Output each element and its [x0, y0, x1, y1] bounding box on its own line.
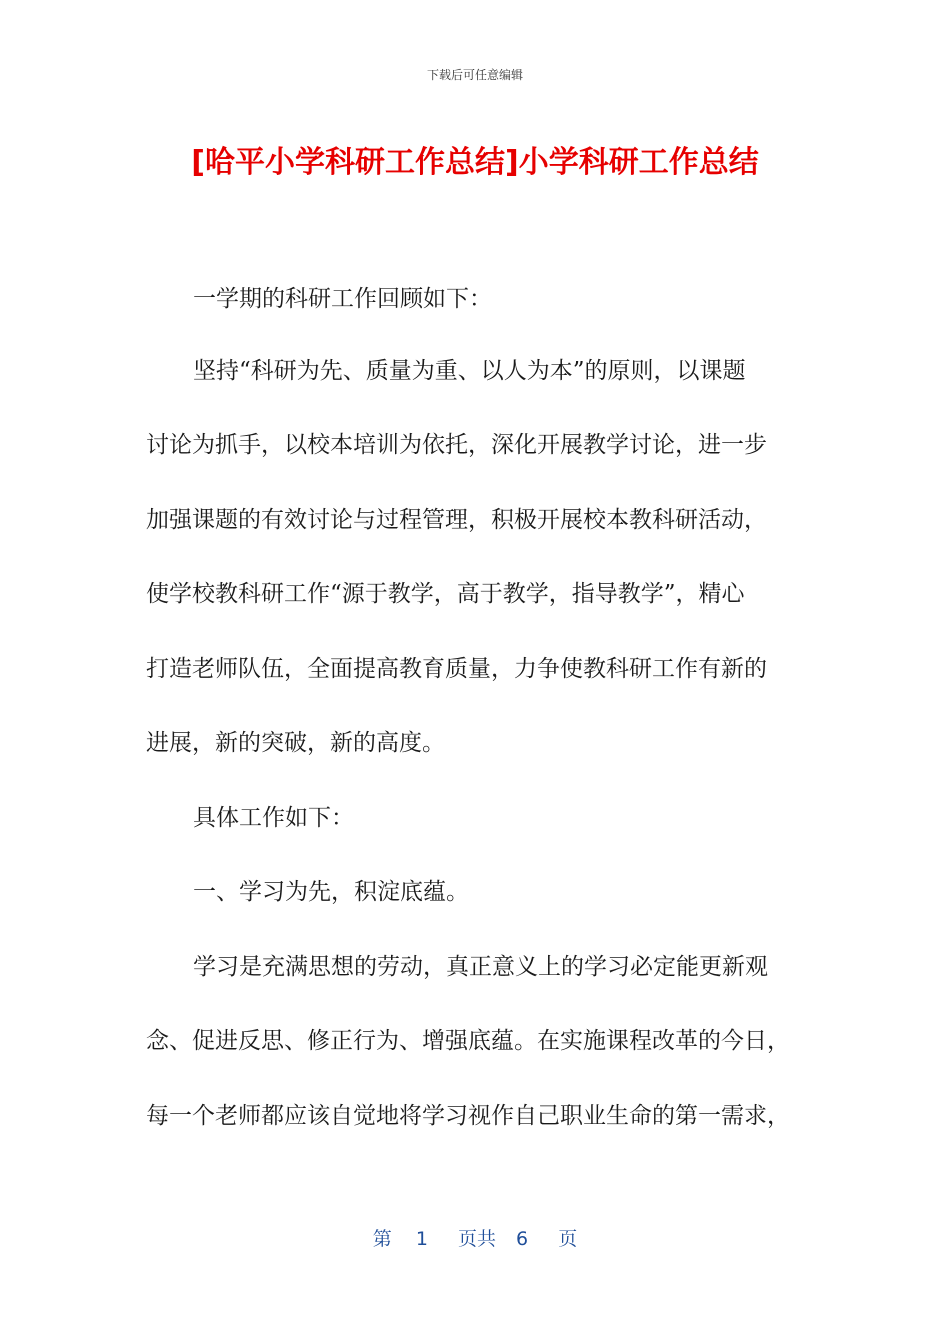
paragraph-line: 每一个老师都应该自觉地将学习视作自己职业生命的第一需求， — [146, 1103, 790, 1129]
paragraph-line: 坚持“科研为先、质量为重、以人为本”的原则，以课题 — [193, 358, 746, 384]
current-page-number: 1 — [415, 1228, 428, 1250]
paragraph-line: 一学期的科研工作回顾如下： — [193, 286, 492, 312]
total-pages-number: 6 — [516, 1228, 529, 1250]
page-footer — [0, 1226, 950, 1252]
paragraph-line: 加强课题的有效讨论与过程管理，积极开展校本教科研活动， — [146, 507, 767, 533]
paragraph-line: 一、学习为先，积淀底蕴。 — [193, 879, 469, 905]
header-note: 下载后可任意编辑 — [426, 68, 523, 82]
paragraph-line: 讨论为抓手，以校本培训为依托，深化开展教学讨论，进一步 — [146, 432, 767, 458]
paragraph-line: 使学校教科研工作“源于教学，高于教学，指导教学”，精心 — [146, 581, 745, 607]
page-label-suffix: 页 — [558, 1228, 578, 1250]
document-title: [哈平小学科研工作总结]小学科研工作总结 — [191, 145, 759, 180]
page-label-prefix: 第 — [372, 1228, 392, 1250]
paragraph-line: 打造老师队伍，全面提高教育质量，力争使教科研工作有新的 — [146, 656, 767, 682]
paragraph-line: 具体工作如下： — [193, 805, 354, 831]
page-label-middle: 页共 — [457, 1228, 496, 1250]
paragraph-line: 进展，新的突破，新的高度。 — [146, 730, 445, 756]
paragraph-line: 念、促进反思、修正行为、增强底蕴。在实施课程改革的今日， — [146, 1028, 790, 1054]
paragraph-line: 学习是充满思想的劳动，真正意义上的学习必定能更新观 — [193, 954, 768, 980]
